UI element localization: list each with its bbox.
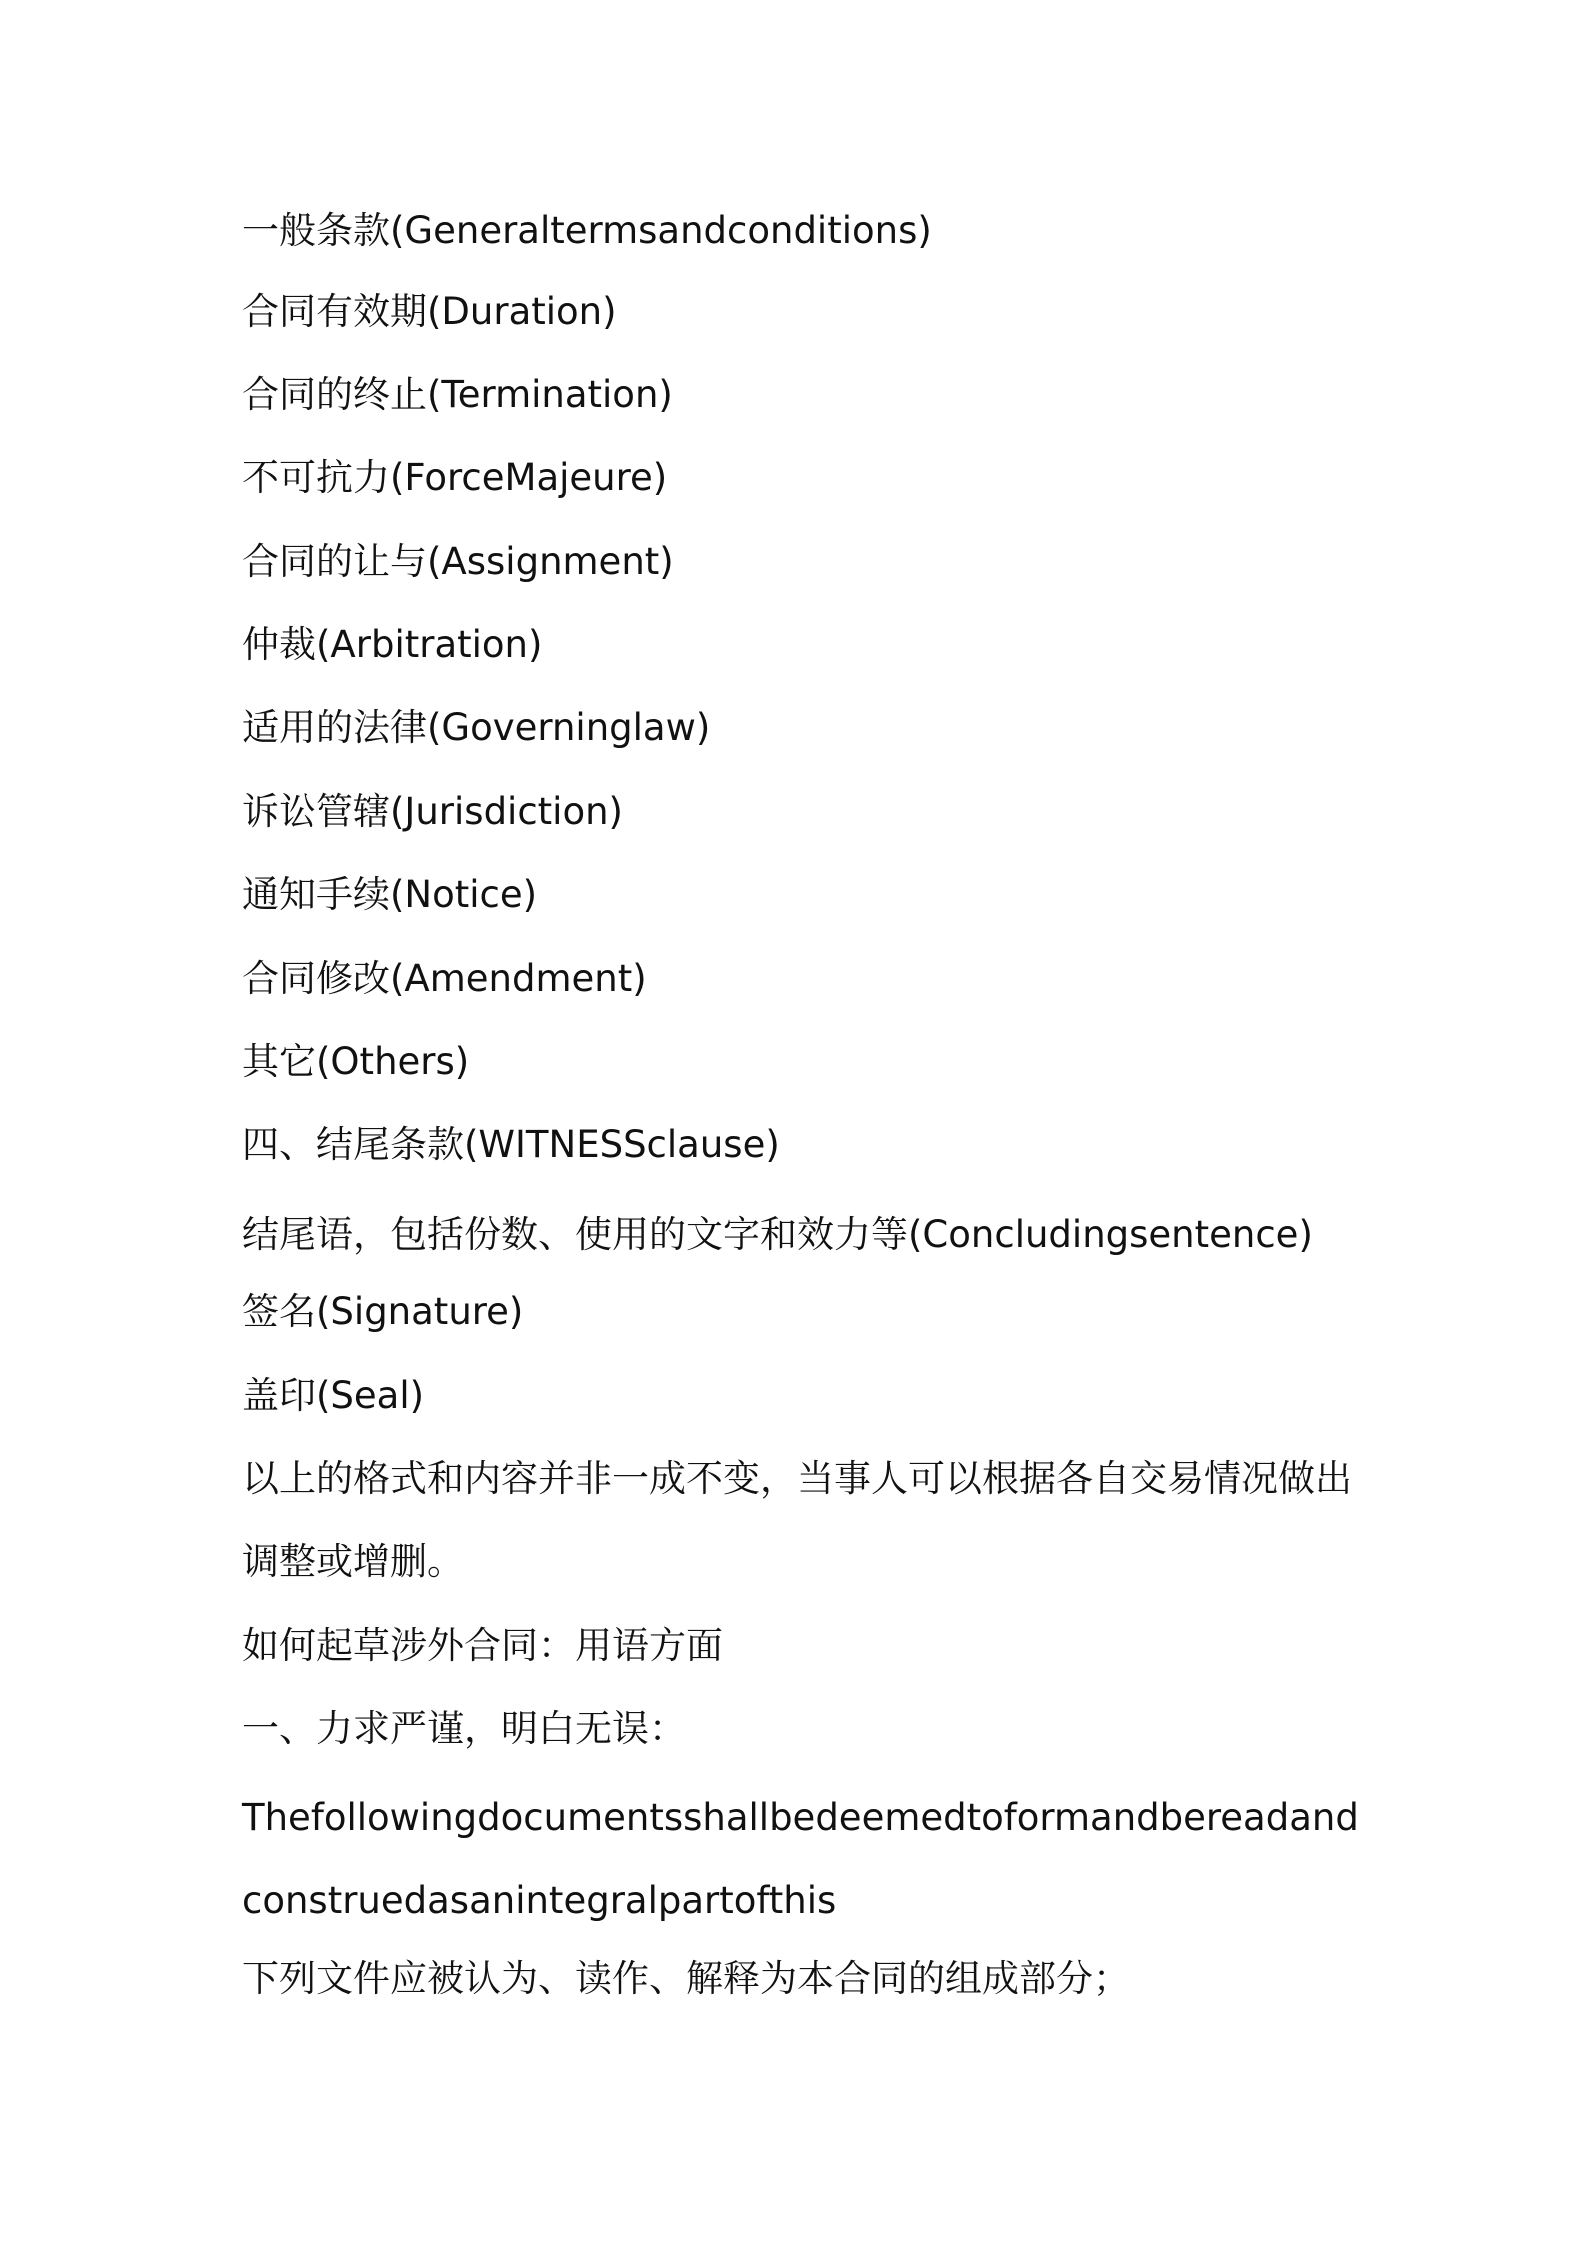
clause-termination: 合同的终止(Termination) [242,373,673,416]
clause-governing-law: 适用的法律(Governinglaw) [242,706,711,749]
paragraph-line: 调整或增删。 [242,1540,464,1583]
chinese-translation-line: 下列文件应被认为、读作、解释为本合同的组成部分； [242,1957,1130,2000]
clause-concluding-sentence: 结尾语，包括份数、使用的文字和效力等(Concludingsentence) [242,1213,1313,1256]
section-title: 如何起草涉外合同：用语方面 [242,1624,723,1667]
subsection-heading: 一、力求严谨，明白无误： [242,1707,686,1750]
clause-jurisdiction: 诉讼管辖(Jurisdiction) [242,790,623,833]
paragraph-line: 以上的格式和内容并非一成不变，当事人可以根据各自交易情况做出 [242,1457,1352,1500]
clause-arbitration: 仲裁(Arbitration) [242,623,543,666]
section-heading-witness: 四、结尾条款(WITNESSclause) [242,1123,780,1166]
clause-seal: 盖印(Seal) [242,1374,425,1417]
english-example-line: construedasanintegralpartofthis [242,1879,837,1922]
clause-assignment: 合同的让与(Assignment) [242,540,674,583]
clause-others: 其它(Others) [242,1040,470,1083]
clause-force-majeure: 不可抗力(ForceMajeure) [242,456,668,499]
english-example-line: Thefollowingdocumentsshallbedeemedtoformandbereadand [242,1796,1359,1839]
clause-general-terms: 一般条款(Generaltermsandconditions) [242,209,932,252]
clause-amendment: 合同修改(Amendment) [242,957,647,1000]
clause-notice: 通知手续(Notice) [242,873,538,916]
clause-duration: 合同有效期(Duration) [242,290,617,333]
clause-signature: 签名(Signature) [242,1290,524,1333]
